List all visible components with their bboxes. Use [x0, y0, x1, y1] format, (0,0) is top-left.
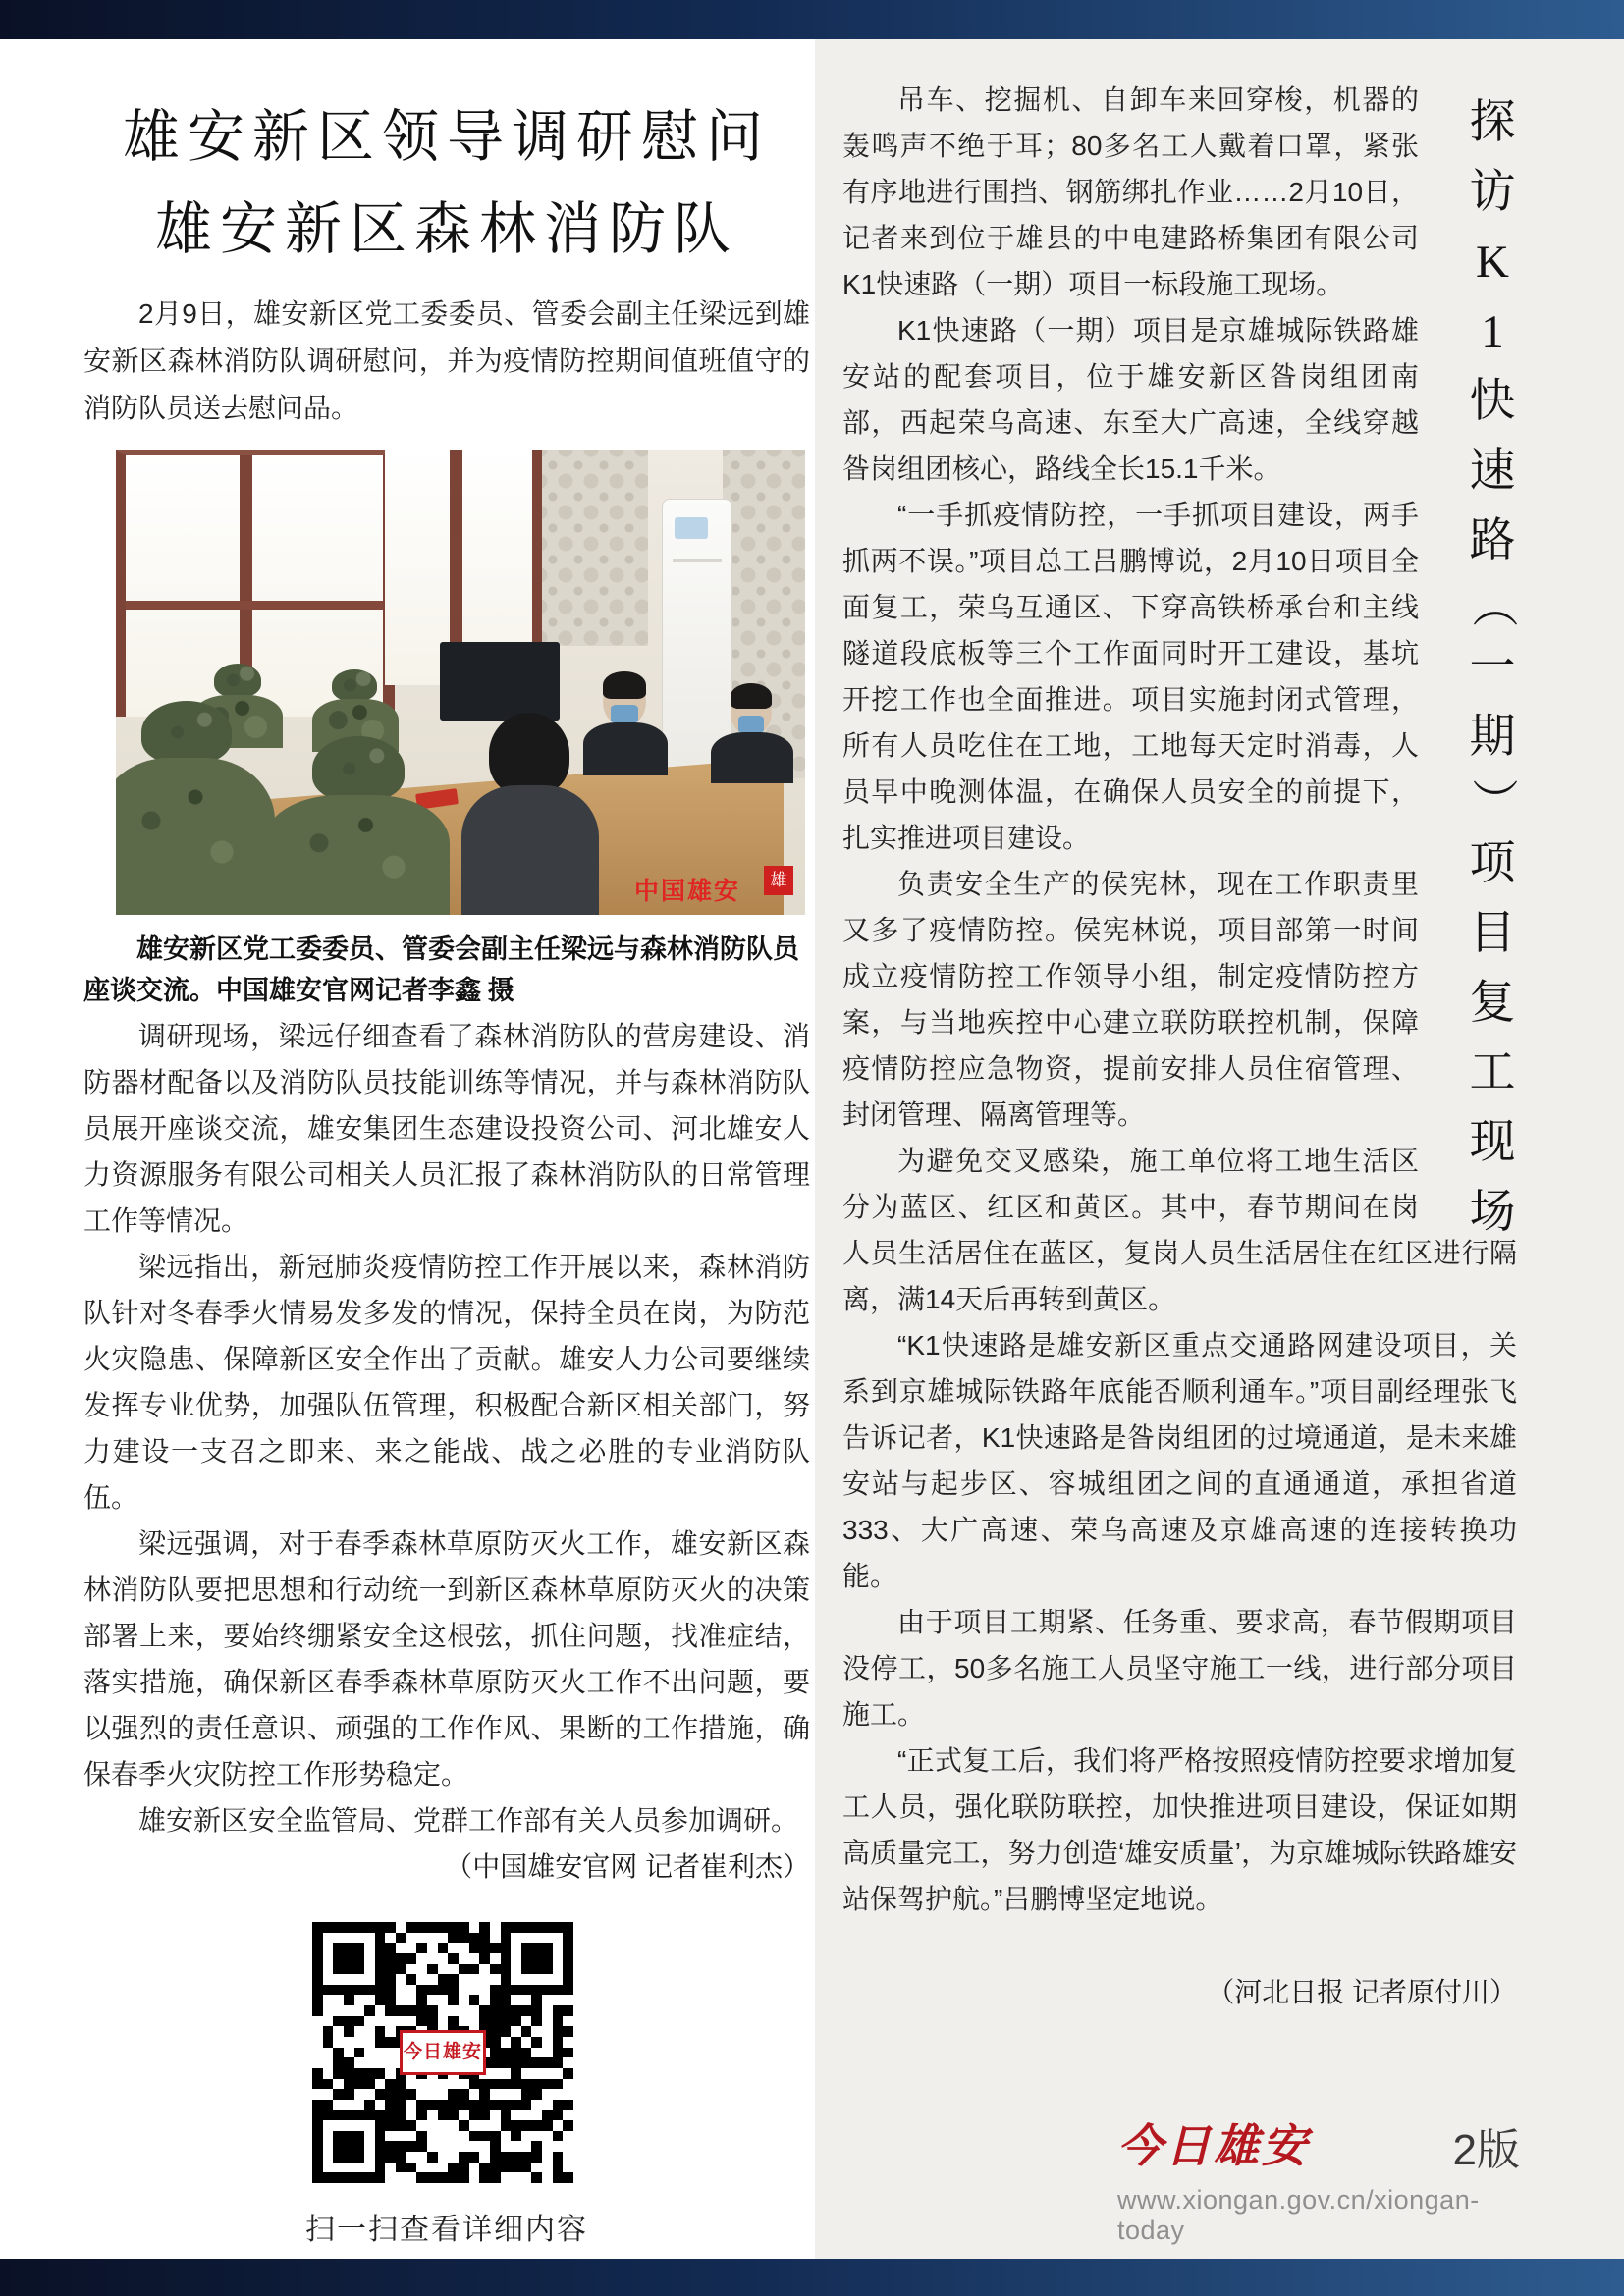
- paragraph: 梁远指出，新冠肺炎疫情防控工作开展以来，森林消防队针对冬春季火情易发多发的情况，保持全员在岗，为防范火灾隐患、保障新区安全作出了贡献。雄安人力公司要继续发挥专业优势，加强队伍管理，积极配合新区相关部门，努力建设一支召之即来、来之能战、战之必胜的专业消防队伍。: [83, 1252, 810, 1513]
- left-article-title-line2: 雄安新区森林消防队: [154, 197, 738, 261]
- photo-person-cap: [214, 664, 261, 697]
- vertical-title-char: 场: [1469, 1187, 1516, 1238]
- qr-code: [306, 1916, 579, 2189]
- vertical-title-char: 快: [1469, 376, 1516, 427]
- photo-person-cap: [141, 701, 232, 764]
- paragraph: 负责安全生产的侯宪林，现在工作职责里又多了疫情防控。侯宪林说，项目部第一时间成立疫情防控工作领导小组，制定疫情防控方案，与当地疾控中心建立联防联控机制，保障疫情防控应急物资，提前安排人员住宿管理、封闭管理、隔离管理等。: [842, 869, 1419, 1130]
- vertical-title-char: 期: [1469, 712, 1516, 763]
- vertical-title-char: 复: [1469, 978, 1516, 1029]
- photo-person-foreground: [116, 701, 275, 915]
- vertical-title-char: 目: [1469, 908, 1516, 959]
- photo-watermark-seal: 雄: [764, 866, 793, 895]
- photo-tv-screen: [440, 642, 560, 721]
- vertical-title-char: 项: [1469, 838, 1516, 889]
- left-article-lead-paragraph: 2月9日，雄安新区党工委委员、管委会副主任梁远到雄安新区森林消防队调研慰问，并为疫情防控期间值班值守的消防队员送去慰问品。: [83, 298, 810, 423]
- photo-person-hair: [489, 713, 569, 795]
- news-photo: [116, 450, 805, 915]
- footer-page-number: 2版: [1452, 2126, 1520, 2174]
- photo-person-hair: [731, 683, 772, 709]
- photo-person-hair: [603, 671, 646, 699]
- paragraph: 调研现场，梁远仔细查看了森林消防队的营房建设、消防器材配备以及消防队员技能训练等情况，并与森林消防队员展开座谈交流，雄安集团生态建设投资公司、河北雄安人力资源服务有限公司相关人员汇报了森林消防队的日常管理工作等情况。: [83, 1021, 810, 1236]
- paragraph: K1快速路（一期）项目是京雄城际铁路雄安站的配套项目，位于雄安新区昝岗组团南部，西起荣乌高速、东至大广高速，全线穿越昝岗组团核心，路线全长15.1千米。: [842, 315, 1419, 484]
- vertical-title-char: K: [1476, 237, 1509, 288]
- photo-person-foreground: [263, 736, 450, 915]
- paragraph: “正式复工后，我们将严格按照疫情防控要求增加复工人员，强化联防联控，加快推进项目建设，保证如期高质量完工，努力创造‘雄安质量’，为京雄城际铁路雄安站保驾护航。”吕鹏博坚定地说。: [842, 1745, 1517, 1914]
- paragraph: 雄安新区安全监管局、党群工作部有关人员参加调研。: [138, 1805, 799, 1836]
- left-article-byline: （中国雄安官网 记者崔利杰）: [445, 1851, 810, 1882]
- photo-person-cap: [332, 669, 377, 701]
- right-article-byline-row: [842, 1969, 1517, 2015]
- photo-watermark: 中国雄安: [634, 879, 741, 905]
- photo-person-body: [461, 785, 599, 915]
- paragraph: 梁远强调，对于春季森林草原防灭火工作，雄安新区森林消防队要把思想和行动统一到新区森林草原防灭火的决策部署上来，要始终绷紧安全这根弦，抓住问题，找准症结，落实措施，确保新区春季森林草原防灭火工作不出问题，要以强烈的责任意识、顽强的工作作风、果断的工作措施，确保春季火灾防控工作形势稳定。: [83, 1528, 810, 1789]
- qr-caption: 扫一扫查看详细内容: [305, 2214, 588, 2246]
- photo-ac-vent: [673, 559, 722, 562]
- paragraph: “一手抓疫情防控，一手抓项目建设，两手抓两不误。”项目总工吕鹏博说，2月10日项目全面复工，荣乌互通区、下穿高铁桥承台和主线隧道段底板等三个工作面同时开工建设，基坑开挖工作也全面推进。项目实施封闭式管理，所有人员吃住在工地，工地每天定时消毒，人员早中晚测体温，在确保人员安全的前提下，扎实推进项目建设。: [842, 500, 1419, 853]
- vertical-title-char: 访: [1469, 167, 1516, 218]
- footer-brand-logo: 今日雄安: [1117, 2121, 1310, 2171]
- paragraph: 吊车、挖掘机、自卸车来回穿梭，机器的轰鸣声不绝于耳；80多名工人戴着口罩，紧张有序地进行围挡、钢筋绑扎作业……2月10日，记者来到位于雄县的中电建路桥集团有限公司K1快速路（一期）项目一标段施工现场。: [842, 84, 1419, 299]
- vertical-title-char: 现: [1469, 1117, 1516, 1168]
- vertical-title-char: 速: [1469, 446, 1516, 497]
- photo-person-head: [731, 689, 772, 736]
- right-article-vertical-title: [1445, 88, 1540, 1248]
- photo-person: [711, 689, 793, 783]
- paragraph: “K1快速路是雄安新区重点交通路网建设项目，关系到京雄城际铁路年底能否顺利通车。”项目副经理张飞告诉记者，K1快速路是昝岗组团的过境通道，是未来雄安站与起步区、容城组团之间的直通通道，承担省道333、大广高速、荣乌高速及京雄高速的连接转换功能。: [842, 1330, 1517, 1591]
- right-article-body: [842, 77, 1517, 1922]
- top-accent-bar: [0, 0, 1624, 39]
- right-article-byline: （河北日报 记者原付川）: [1207, 1977, 1517, 2007]
- vertical-title-char: 路: [1469, 515, 1516, 566]
- left-article-byline-row: [83, 1843, 810, 1890]
- paragraph: 为避免交叉感染，施工单位将工地生活区分为蓝区、红区和黄区。其中，春节期间在岗人员生活居住在蓝区，复岗人员生活居住在红区进行隔离，满14天后再转到黄区。: [842, 1146, 1517, 1314]
- paragraph: 由于项目工期紧、任务重、要求高，春节假期项目没停工，50多名施工人员坚守施工一线，进行部分项目施工。: [842, 1607, 1517, 1730]
- left-article-title-line1: 雄安新区领导调研慰问: [122, 105, 771, 169]
- page-footer: [1117, 2110, 1520, 2246]
- vertical-title-char: 一: [1469, 642, 1516, 693]
- qr-center-label: 今日雄安: [400, 2030, 486, 2075]
- left-article-body: [83, 1013, 810, 1843]
- photo-ac-sticker: [675, 517, 708, 539]
- photo-person-body: [263, 795, 450, 915]
- photo-face-mask: [611, 705, 638, 723]
- bottom-accent-bar: [0, 2259, 1624, 2296]
- photo-window-frame: [126, 601, 383, 610]
- photo-person-cap: [312, 736, 405, 801]
- vertical-title-char: 探: [1469, 97, 1516, 148]
- photo-person-body: [116, 758, 275, 915]
- vertical-title-char: 1: [1481, 306, 1504, 357]
- vertical-title-char: 工: [1469, 1047, 1516, 1098]
- photo-caption: 雄安新区党工委委员、管委会副主任梁远与森林消防队员座谈交流。中国雄安官网记者李鑫 摄: [83, 934, 799, 1005]
- footer-url: www.xiongan.gov.cn/xiongan-today: [1117, 2185, 1480, 2245]
- vertical-title-char: （: [1467, 581, 1518, 628]
- photo-face-mask: [738, 716, 765, 733]
- photo-wallpaper-panel: [540, 450, 648, 646]
- photo-person-foreground: [461, 713, 599, 915]
- vertical-title-char: ）: [1467, 777, 1518, 825]
- photo-person-head: [603, 677, 646, 726]
- photo-person-body: [711, 732, 793, 783]
